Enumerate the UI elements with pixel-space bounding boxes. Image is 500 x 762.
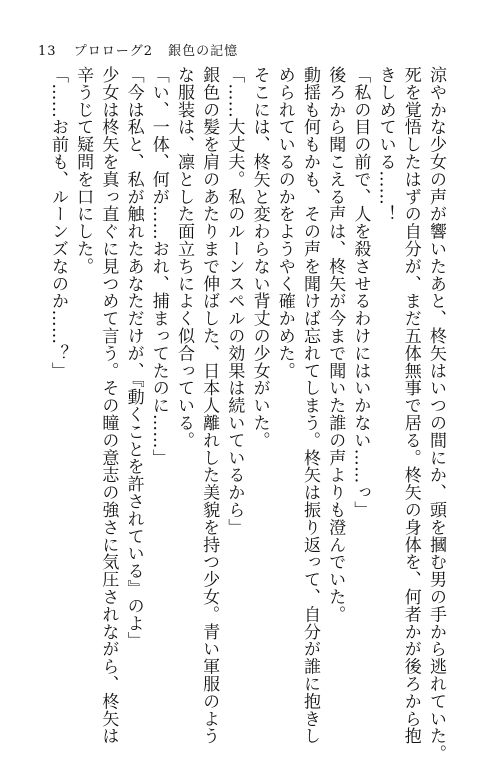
text-line: 後ろから聞こえる声は、柊矢が今まで聞いた誰の声よりも澄んでいた。 bbox=[325, 66, 346, 623]
text-line: 「い、一体、何が……おれ、捕まってたのに……」 bbox=[148, 66, 169, 467]
text-line: 動揺も何もかも、その声を聞けば忘れてしまう。柊矢は振り返って、自分が誰に抱きし bbox=[299, 66, 320, 745]
chapter-label: プロローグ2 bbox=[73, 44, 153, 59]
text-line: 「……大丈夫。私のルーンスペルの効果は続いているから」 bbox=[224, 66, 245, 536]
text-line: 「今は私と、私が触れたあなただけが、『動くことを許されている』のよ」 bbox=[123, 66, 144, 650]
text-line: 「私の目の前で、人を殺させるわけにはいかない……っ」 bbox=[350, 66, 371, 519]
chapter-title: 銀色の記憶 bbox=[168, 44, 239, 59]
text-line: 涼やかな少女の声が響いたあと、柊矢はいつの間にか、頭を摑む男の手から逃れていた。 bbox=[426, 66, 446, 762]
text-line: そこには、柊矢と変わらない背丈の少女がいた。 bbox=[249, 66, 270, 449]
text-line: 死を覚悟したはずの自分が、まだ五体無事で居る。柊矢の身体を、何者かが後ろから抱 bbox=[400, 66, 421, 745]
text-line: 「……お前も、ルーンズなのか……？」 bbox=[47, 66, 68, 380]
body-text bbox=[45, 66, 448, 762]
text-line: な服装は、凛とした面立ちによく似合っている。 bbox=[173, 66, 194, 449]
text-line: 辛うじて疑問を口にした。 bbox=[73, 66, 94, 275]
text-line: 銀色の髪を肩のあたりまで伸ばした、日本人離れした美貌を持つ少女。青い軍服のよう bbox=[199, 66, 220, 745]
page-number: 13 bbox=[38, 44, 57, 59]
running-header bbox=[38, 40, 238, 59]
text-line: きしめている……！ bbox=[375, 66, 396, 223]
text-line: められているのかをようやく確かめた。 bbox=[274, 66, 295, 380]
text-line: 少女は柊矢を真っ直ぐに見つめて言う。その瞳の意志の強さに気圧されながら、柊矢は bbox=[98, 66, 119, 745]
